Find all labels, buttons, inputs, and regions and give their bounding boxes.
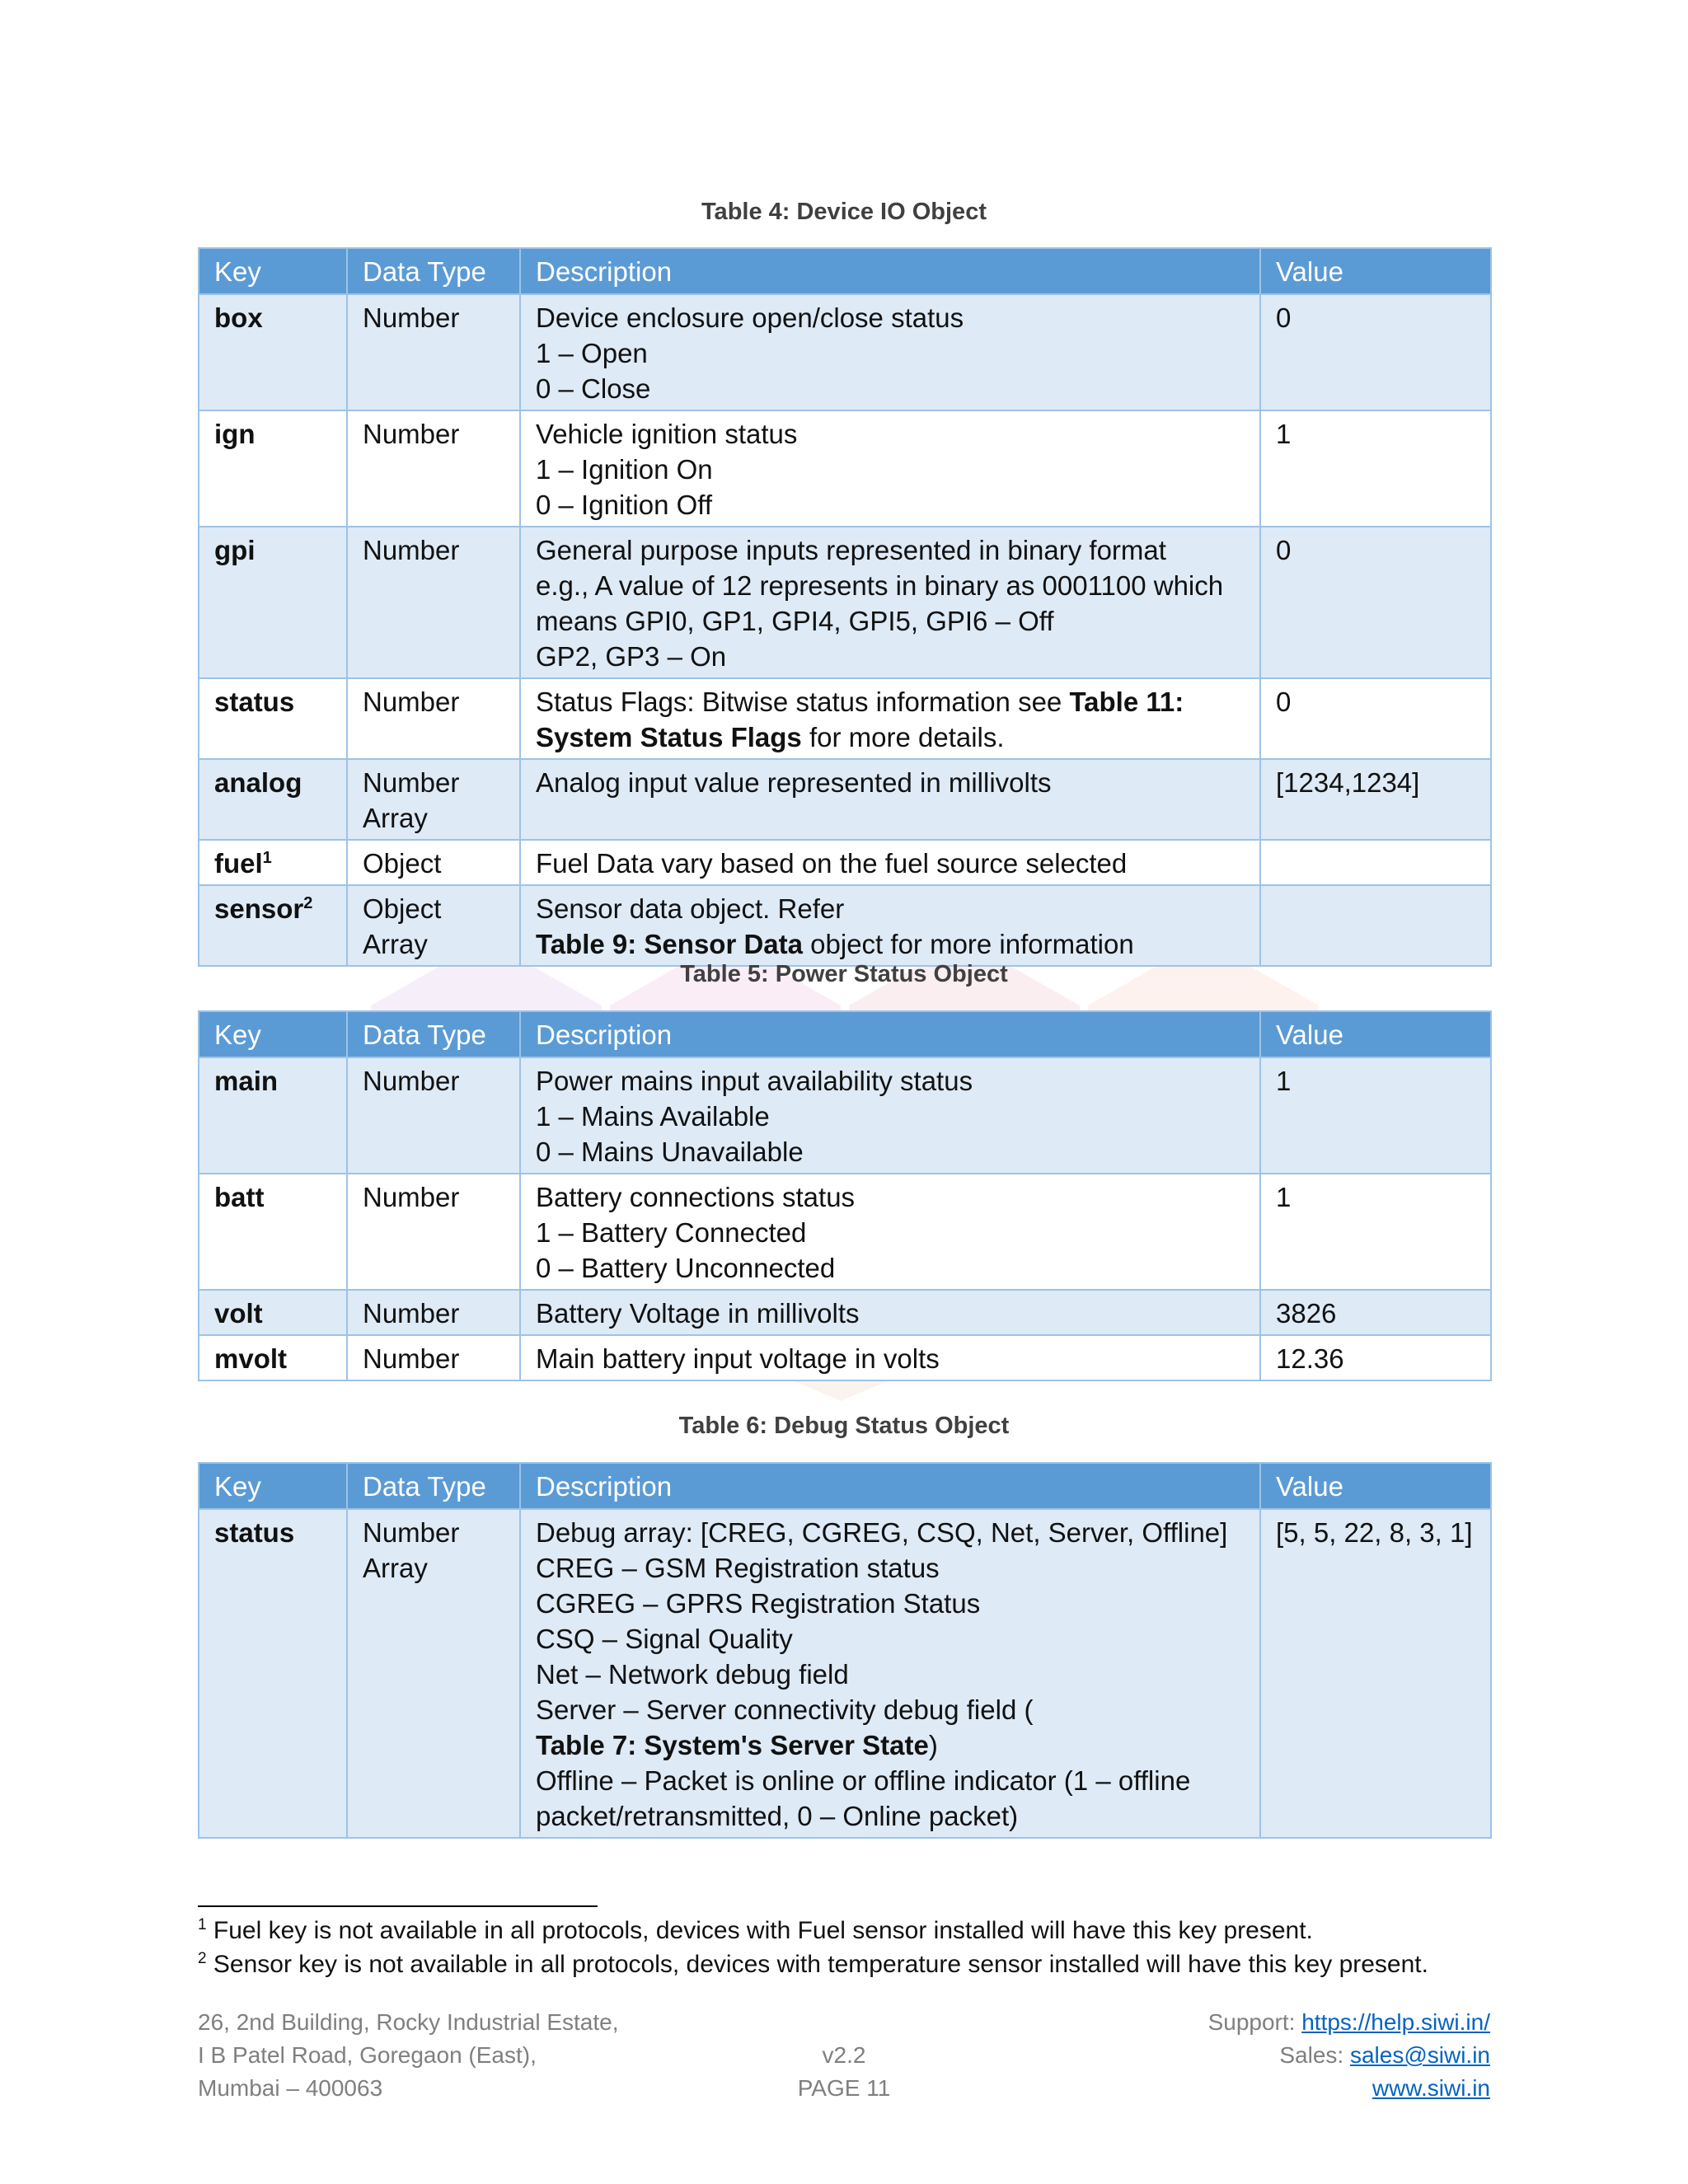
desc-line: 1 – Mains Available	[536, 1101, 770, 1132]
row-type: Object	[347, 840, 520, 885]
desc-line: Server – Server connectivity debug field (	[536, 1694, 1034, 1725]
row-description	[520, 410, 1260, 527]
footnote-mark: 2	[198, 1950, 207, 1967]
sales-line	[1208, 2039, 1490, 2072]
row-type: Number	[347, 294, 520, 410]
table-row	[199, 1335, 1491, 1380]
header-value: Value	[1260, 248, 1491, 294]
desc-line: 0 – Ignition Off	[536, 490, 713, 520]
system-status-flags-reference: System Status Flags	[536, 722, 802, 752]
row-key: volt	[199, 1290, 347, 1335]
table-4-caption: Table 4: Device IO Object	[701, 199, 987, 225]
desc-text: for more details.	[801, 722, 1005, 752]
key-text: sensor	[214, 893, 304, 924]
footer-contact	[1208, 2006, 1490, 2105]
desc-text: Status Flags: Bitwise status information see	[536, 687, 1070, 717]
version-label: v2.2	[822, 2042, 866, 2068]
desc-line: Power mains input availability status	[536, 1066, 973, 1096]
row-type	[347, 885, 520, 966]
table-row	[199, 1290, 1491, 1335]
address-line: Mumbai – 400063	[198, 2075, 383, 2101]
type-line: Number	[363, 1517, 460, 1548]
header-description: Description	[520, 1011, 1260, 1057]
website-line	[1208, 2072, 1490, 2105]
table-header-row	[199, 1011, 1491, 1057]
table-11-reference: Table 11:	[1069, 687, 1184, 717]
desc-line: Device enclosure open/close status	[536, 302, 964, 333]
row-key	[199, 885, 347, 966]
table-row	[199, 1057, 1491, 1174]
row-value: 3826	[1260, 1290, 1491, 1335]
type-line: Array	[363, 929, 428, 959]
desc-line: Sensor data object. Refer	[536, 893, 845, 924]
row-key	[199, 840, 347, 885]
footnote-marker: 1	[262, 849, 272, 867]
key-text: fuel	[214, 848, 263, 879]
desc-line: 1 – Open	[536, 338, 648, 368]
desc-text: )	[928, 1730, 938, 1760]
row-value	[1260, 840, 1491, 885]
row-value: [1234,1234]	[1260, 759, 1491, 840]
table-5-caption: Table 5: Power Status Object	[680, 961, 1008, 987]
desc-line: Debug array: [CREG, CGREG, CSQ, Net, Server, Offline]	[536, 1517, 1228, 1548]
type-line: Object	[363, 893, 442, 924]
footnote-separator	[198, 1905, 598, 1907]
row-key: box	[199, 294, 347, 410]
header-data-type: Data Type	[347, 248, 520, 294]
footnote-text: Fuel key is not available in all protocols, devices with Fuel sensor installed will have this key present.	[206, 1917, 1313, 1944]
desc-line: Offline – Packet is online or offline indicator (1 – offline	[536, 1765, 1191, 1796]
row-value: 1	[1260, 1057, 1491, 1174]
row-key: analog	[199, 759, 347, 840]
header-description: Description	[520, 1463, 1260, 1509]
table-debug-status	[198, 1462, 1492, 1839]
page-number: PAGE 11	[797, 2075, 891, 2101]
row-value: 12.36	[1260, 1335, 1491, 1380]
row-description	[520, 294, 1260, 410]
table-row	[199, 759, 1491, 840]
desc-line: 1 – Battery Connected	[536, 1217, 807, 1248]
row-type: Number	[347, 410, 520, 527]
header-data-type: Data Type	[347, 1011, 520, 1057]
desc-line: Net – Network debug field	[536, 1659, 849, 1690]
row-description	[520, 527, 1260, 678]
row-key: ign	[199, 410, 347, 527]
table-9-reference: Table 9: Sensor Data	[536, 929, 803, 959]
desc-line: Vehicle ignition status	[536, 419, 798, 449]
row-type	[347, 1509, 520, 1838]
desc-line: e.g., A value of 12 represents in binary as 0001100 which	[536, 570, 1224, 601]
row-value: 1	[1260, 410, 1491, 527]
row-type	[347, 759, 520, 840]
row-type: Number	[347, 678, 520, 759]
desc-line: CGREG – GPRS Registration Status	[536, 1588, 981, 1619]
header-value: Value	[1260, 1463, 1491, 1509]
row-type: Number	[347, 527, 520, 678]
row-value	[1260, 885, 1491, 966]
header-key: Key	[199, 1011, 347, 1057]
row-value: 0	[1260, 294, 1491, 410]
footnote-text: Sensor key is not available in all protocols, devices with temperature sensor installed will have this key present.	[206, 1951, 1428, 1978]
desc-line: means GPI0, GP1, GPI4, GPI5, GPI6 – Off	[536, 606, 1054, 636]
row-type: Number	[347, 1057, 520, 1174]
row-description: Fuel Data vary based on the fuel source selected	[520, 840, 1260, 885]
row-key: status	[199, 1509, 347, 1838]
address-line: 26, 2nd Building, Rocky Industrial Estate,	[198, 2009, 619, 2035]
table-row	[199, 410, 1491, 527]
row-type: Number	[347, 1174, 520, 1290]
header-key: Key	[199, 248, 347, 294]
type-line: Array	[363, 803, 428, 833]
desc-line: 0 – Battery Unconnected	[536, 1253, 836, 1283]
row-type: Number	[347, 1335, 520, 1380]
row-key: batt	[199, 1174, 347, 1290]
desc-line: General purpose inputs represented in binary format	[536, 535, 1166, 565]
header-data-type: Data Type	[347, 1463, 520, 1509]
table-7-reference: Table 7: System's Server State	[536, 1730, 929, 1760]
desc-line: CSQ – Signal Quality	[536, 1624, 793, 1654]
row-value: 0	[1260, 678, 1491, 759]
header-value: Value	[1260, 1011, 1491, 1057]
table-row	[199, 527, 1491, 678]
row-key: gpi	[199, 527, 347, 678]
row-type: Number	[347, 1290, 520, 1335]
table-header-row	[199, 248, 1491, 294]
desc-line: 0 – Mains Unavailable	[536, 1137, 804, 1167]
type-line: Array	[363, 1553, 428, 1583]
desc-line: packet/retransmitted, 0 – Online packet)	[536, 1801, 1019, 1831]
table-header-row	[199, 1463, 1491, 1509]
footer-center	[762, 2039, 926, 2105]
support-label: Support:	[1207, 2009, 1302, 2035]
table-row	[199, 885, 1491, 966]
row-value: 0	[1260, 527, 1491, 678]
table-power-status	[198, 1010, 1492, 1381]
sales-email-link[interactable]: sales@siwi.in	[1349, 2042, 1490, 2068]
row-description	[520, 885, 1260, 966]
row-key: status	[199, 678, 347, 759]
support-link[interactable]: https://help.siwi.in/	[1301, 2009, 1490, 2035]
row-value: 1	[1260, 1174, 1491, 1290]
table-row	[199, 840, 1491, 885]
row-key: main	[199, 1057, 347, 1174]
row-description	[520, 1057, 1260, 1174]
row-key: mvolt	[199, 1335, 347, 1380]
header-key: Key	[199, 1463, 347, 1509]
desc-line: 0 – Close	[536, 373, 651, 404]
table-row	[199, 678, 1491, 759]
desc-line: Battery connections status	[536, 1182, 856, 1212]
desc-line: 1 – Ignition On	[536, 454, 713, 485]
footnote-mark: 1	[198, 1916, 207, 1933]
table-row	[199, 1509, 1491, 1838]
desc-line	[536, 1727, 1245, 1763]
type-line: Number	[363, 767, 460, 798]
footnote-1	[198, 1917, 1517, 1945]
footer-address	[198, 2006, 619, 2105]
header-description: Description	[520, 248, 1260, 294]
row-description: Main battery input voltage in volts	[520, 1335, 1260, 1380]
row-description: Battery Voltage in millivolts	[520, 1290, 1260, 1335]
row-description	[520, 1174, 1260, 1290]
footnote-marker: 2	[303, 894, 313, 912]
desc-line: GP2, GP3 – On	[536, 641, 727, 672]
table-row	[199, 294, 1491, 410]
row-description	[520, 678, 1260, 759]
desc-line: CREG – GSM Registration status	[536, 1553, 940, 1583]
row-value: [5, 5, 22, 8, 3, 1]	[1260, 1509, 1491, 1838]
table-row	[199, 1174, 1491, 1290]
support-line	[1208, 2006, 1490, 2039]
table-device-io	[198, 247, 1492, 967]
row-description	[520, 1509, 1260, 1838]
row-description: Analog input value represented in millivolts	[520, 759, 1260, 840]
desc-text: object for more information	[803, 929, 1134, 959]
website-link[interactable]: www.siwi.in	[1372, 2075, 1490, 2101]
footnote-2	[198, 1951, 1517, 1979]
sales-label: Sales:	[1279, 2042, 1350, 2068]
address-line: I B Patel Road, Goregaon (East),	[198, 2042, 537, 2068]
table-6-caption: Table 6: Debug Status Object	[678, 1413, 1010, 1439]
